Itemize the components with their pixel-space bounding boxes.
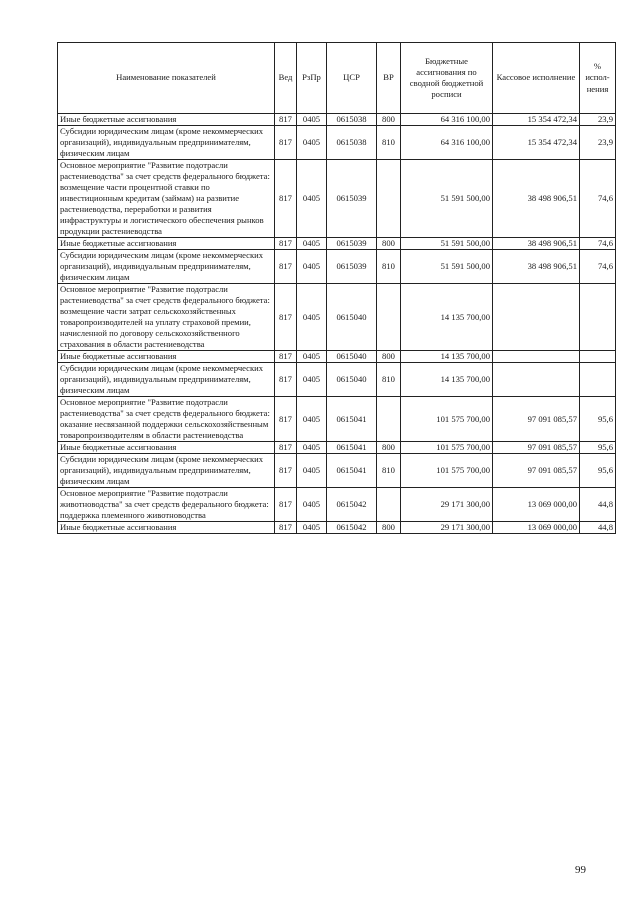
table-header <box>58 43 616 114</box>
cell-budget: 51 591 500,00 <box>401 238 493 250</box>
cell-ved: 817 <box>275 363 297 397</box>
cell-ved: 817 <box>275 397 297 442</box>
cell-budget: 14 135 700,00 <box>401 363 493 397</box>
cell-vr <box>377 160 401 238</box>
cell-budget: 64 316 100,00 <box>401 114 493 126</box>
cell-csr: 0615041 <box>327 397 377 442</box>
cell-csr: 0615040 <box>327 284 377 351</box>
table-row <box>58 351 616 363</box>
cell-csr: 0615042 <box>327 488 377 522</box>
cell-ved: 817 <box>275 114 297 126</box>
cell-rzpr: 0405 <box>297 284 327 351</box>
cell-percent <box>580 351 616 363</box>
cell-budget: 29 171 300,00 <box>401 522 493 534</box>
cell-csr: 0615041 <box>327 442 377 454</box>
cell-csr: 0615038 <box>327 114 377 126</box>
header-percent: % испол-нения <box>580 43 616 114</box>
table-header-row <box>58 43 616 114</box>
cell-budget: 29 171 300,00 <box>401 488 493 522</box>
cell-rzpr: 0405 <box>297 488 327 522</box>
cell-rzpr: 0405 <box>297 351 327 363</box>
cell-rzpr: 0405 <box>297 126 327 160</box>
table-row <box>58 284 616 351</box>
cell-ved: 817 <box>275 160 297 238</box>
cell-ved: 817 <box>275 488 297 522</box>
cell-percent: 95,6 <box>580 454 616 488</box>
cell-csr: 0615041 <box>327 454 377 488</box>
cell-name: Иные бюджетные ассигнования <box>58 238 275 250</box>
cell-name: Основное мероприятие "Развитие подотрасли животноводства" за счет средств федерального бюджета: поддержка племенного животноводства <box>58 488 275 522</box>
header-budget: Бюджетные ассигнования по сводной бюджетной росписи <box>401 43 493 114</box>
cell-rzpr: 0405 <box>297 454 327 488</box>
cell-vr: 810 <box>377 363 401 397</box>
cell-csr: 0615040 <box>327 351 377 363</box>
table-row <box>58 250 616 284</box>
header-cash: Кассовое исполнение <box>493 43 580 114</box>
cell-csr: 0615038 <box>327 126 377 160</box>
cell-vr <box>377 488 401 522</box>
cell-percent: 23,9 <box>580 126 616 160</box>
cell-vr <box>377 397 401 442</box>
cell-percent: 44,8 <box>580 488 616 522</box>
cell-cash: 13 069 000,00 <box>493 488 580 522</box>
cell-csr: 0615042 <box>327 522 377 534</box>
cell-vr: 810 <box>377 454 401 488</box>
table-row <box>58 114 616 126</box>
cell-ved: 817 <box>275 250 297 284</box>
cell-ved: 817 <box>275 522 297 534</box>
cell-cash: 97 091 085,57 <box>493 442 580 454</box>
cell-rzpr: 0405 <box>297 442 327 454</box>
table-row <box>58 238 616 250</box>
header-rzpr: РзПр <box>297 43 327 114</box>
cell-rzpr: 0405 <box>297 160 327 238</box>
cell-vr: 800 <box>377 351 401 363</box>
cell-budget: 101 575 700,00 <box>401 397 493 442</box>
cell-cash: 97 091 085,57 <box>493 454 580 488</box>
header-csr: ЦСР <box>327 43 377 114</box>
cell-vr <box>377 284 401 351</box>
cell-cash: 15 354 472,34 <box>493 114 580 126</box>
header-vr: ВР <box>377 43 401 114</box>
cell-percent: 44,8 <box>580 522 616 534</box>
cell-cash: 13 069 000,00 <box>493 522 580 534</box>
cell-vr: 800 <box>377 522 401 534</box>
cell-budget: 51 591 500,00 <box>401 250 493 284</box>
cell-name: Иные бюджетные ассигнования <box>58 522 275 534</box>
table-row <box>58 454 616 488</box>
table-row <box>58 363 616 397</box>
cell-budget: 14 135 700,00 <box>401 284 493 351</box>
cell-percent: 74,6 <box>580 250 616 284</box>
cell-vr: 810 <box>377 126 401 160</box>
cell-percent: 74,6 <box>580 238 616 250</box>
cell-cash: 15 354 472,34 <box>493 126 580 160</box>
cell-vr: 800 <box>377 114 401 126</box>
cell-percent <box>580 363 616 397</box>
cell-ved: 817 <box>275 454 297 488</box>
table-row <box>58 160 616 238</box>
cell-rzpr: 0405 <box>297 250 327 284</box>
cell-budget: 101 575 700,00 <box>401 442 493 454</box>
table-row <box>58 522 616 534</box>
cell-name: Субсидии юридическим лицам (кроме некоммерческих организаций), индивидуальным предпринимателям, физическим лицам <box>58 126 275 160</box>
cell-budget: 14 135 700,00 <box>401 351 493 363</box>
cell-cash: 38 498 906,51 <box>493 238 580 250</box>
cell-percent: 23,9 <box>580 114 616 126</box>
cell-cash: 38 498 906,51 <box>493 250 580 284</box>
cell-vr: 810 <box>377 250 401 284</box>
cell-ved: 817 <box>275 442 297 454</box>
cell-rzpr: 0405 <box>297 363 327 397</box>
header-ved: Вед <box>275 43 297 114</box>
cell-budget: 101 575 700,00 <box>401 454 493 488</box>
cell-name: Основное мероприятие "Развитие подотрасли растениеводства" за счет средств федерального бюджета: возмещение части процентной ставки по инвестиционным кредитам (займам) на развитие растениеводства, переработки и развития инфраструктуры и логистического обеспечения рынков продукции растениеводства <box>58 160 275 238</box>
cell-name: Иные бюджетные ассигнования <box>58 114 275 126</box>
cell-percent: 74,6 <box>580 160 616 238</box>
cell-vr: 800 <box>377 442 401 454</box>
cell-ved: 817 <box>275 351 297 363</box>
cell-name: Иные бюджетные ассигнования <box>58 442 275 454</box>
cell-cash: 97 091 085,57 <box>493 397 580 442</box>
cell-ved: 817 <box>275 238 297 250</box>
cell-cash <box>493 351 580 363</box>
cell-cash <box>493 363 580 397</box>
cell-cash <box>493 284 580 351</box>
cell-name: Основное мероприятие "Развитие подотрасли растениеводства" за счет средств федерального бюджета: возмещение части затрат сельскохозяйственных товаропроизводителей на уплату страховой премии, начисленной по договору сельскохозяйственного страхования в области растениеводства <box>58 284 275 351</box>
cell-rzpr: 0405 <box>297 114 327 126</box>
cell-ved: 817 <box>275 126 297 160</box>
cell-cash: 38 498 906,51 <box>493 160 580 238</box>
cell-csr: 0615039 <box>327 250 377 284</box>
cell-rzpr: 0405 <box>297 238 327 250</box>
table-row <box>58 397 616 442</box>
cell-name: Субсидии юридическим лицам (кроме некоммерческих организаций), индивидуальным предпринимателям, физическим лицам <box>58 363 275 397</box>
cell-budget: 51 591 500,00 <box>401 160 493 238</box>
cell-name: Иные бюджетные ассигнования <box>58 351 275 363</box>
cell-percent: 95,6 <box>580 397 616 442</box>
cell-csr: 0615040 <box>327 363 377 397</box>
header-name: Наименование показателей <box>58 43 275 114</box>
budget-execution-table <box>57 42 616 534</box>
cell-name: Основное мероприятие "Развитие подотрасли растениеводства" за счет средств федерального бюджета: оказание несвязанной поддержки сельскохозяйственным товаропроизводителям в области растениеводства <box>58 397 275 442</box>
cell-ved: 817 <box>275 284 297 351</box>
page-number: 99 <box>575 864 586 876</box>
cell-name: Субсидии юридическим лицам (кроме некоммерческих организаций), индивидуальным предпринимателям, физическим лицам <box>58 454 275 488</box>
table-row <box>58 442 616 454</box>
cell-percent: 95,6 <box>580 442 616 454</box>
cell-percent <box>580 284 616 351</box>
cell-rzpr: 0405 <box>297 522 327 534</box>
cell-name: Субсидии юридическим лицам (кроме некоммерческих организаций), индивидуальным предпринимателям, физическим лицам <box>58 250 275 284</box>
table-row <box>58 488 616 522</box>
cell-vr: 800 <box>377 238 401 250</box>
table-body <box>58 114 616 534</box>
cell-budget: 64 316 100,00 <box>401 126 493 160</box>
cell-csr: 0615039 <box>327 160 377 238</box>
cell-csr: 0615039 <box>327 238 377 250</box>
cell-rzpr: 0405 <box>297 397 327 442</box>
table-row <box>58 126 616 160</box>
